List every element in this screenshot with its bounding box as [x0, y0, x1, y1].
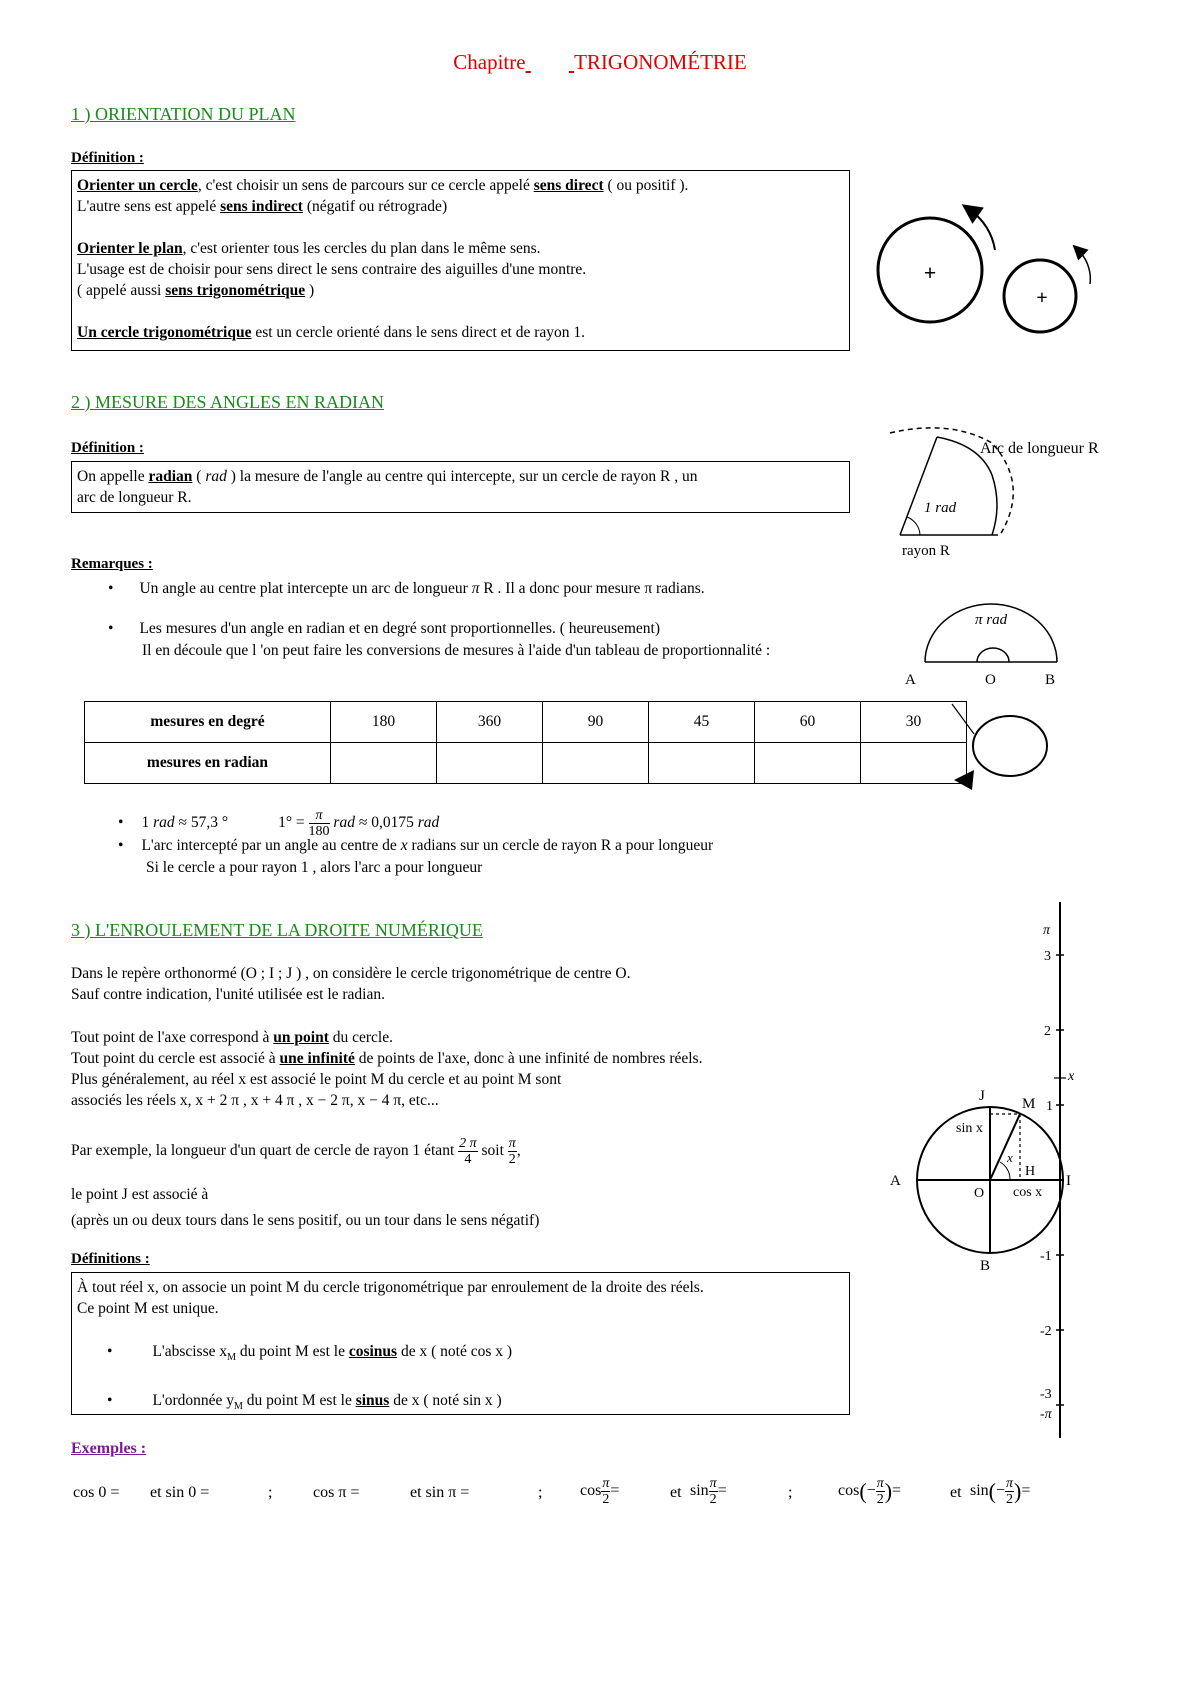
example-sep-3: ; — [788, 1484, 793, 1501]
section-1-heading: 1 ) ORIENTATION DU PLAN — [71, 104, 296, 124]
s3-paragraph-6: associés les réels x, x + 2 π , x + 4 π , x − 2 π, x − 4 π, etc... — [71, 1092, 439, 1109]
s3-paragraph-7: Par exemple, la longueur d'un quart de cercle de rayon 1 étant $\frac{2 \pi}{4}$ soit $\frac{\pi}{2}$ , — [71, 1136, 521, 1167]
definition-label-2: Définition : — [71, 440, 144, 456]
example-sinpi: et sin π = — [410, 1484, 470, 1501]
s3-paragraph-8: le point J est associé à — [71, 1186, 209, 1203]
s3-paragraph-5: Plus généralement, au réel x est associé le point M du cercle et au point M sont — [71, 1071, 562, 1088]
point-m-label: M — [1022, 1096, 1036, 1112]
example-sep-1: ; — [268, 1484, 273, 1501]
one-rad-label: 1 rad — [924, 500, 957, 516]
table-cell: 60 — [755, 702, 861, 743]
def3-line-3: • L'abscisse $x_M$ du point M est le cosinus de x ( noté cos x ) — [107, 1343, 513, 1364]
examples-label: Exemples : — [71, 1440, 147, 1457]
table-row-degrees — [85, 702, 967, 743]
point-o-label: O — [985, 672, 996, 688]
table-cell: 45 — [649, 702, 755, 743]
conversion-table — [84, 701, 967, 784]
plus-sign-small: + — [1036, 287, 1048, 309]
proportion-arrow-figure — [950, 700, 1060, 790]
point-b-label: B — [1045, 672, 1056, 688]
axis-label-m3: -3 — [1040, 1387, 1052, 1402]
def1-line-2: L'autre sens est appelé sens indirect (négatif ou rétrograde) — [77, 198, 448, 215]
s3-paragraph-9: (après un ou deux tours dans le sens positif, ou un tour dans le sens négatif) — [71, 1212, 540, 1229]
sin-x-label: sin x — [956, 1121, 983, 1136]
table-cell-empty — [437, 743, 543, 784]
point-j-label: J — [979, 1088, 985, 1104]
remark-1: • Un angle au centre plat intercepte un arc de longueur π R . Il a donc pour mesure π radians. — [108, 580, 705, 597]
s3-paragraph-2: Sauf contre indication, l'unité utilisée est le radian. — [71, 986, 385, 1003]
point-a-label: A — [905, 672, 916, 688]
pi-rad-label: π rad — [975, 612, 1008, 628]
def1-line-5: ( appelé aussi sens trigonométrique ) — [77, 282, 315, 299]
definition-box-2 — [71, 461, 850, 513]
arrowhead-icon — [954, 770, 974, 790]
table-cell: 180 — [331, 702, 437, 743]
radius-om — [990, 1114, 1020, 1180]
example-sin-minus-pi-over-2: sin(− $\frac{\pi}{2}$ )= — [970, 1476, 1031, 1507]
table-cell-empty — [543, 743, 649, 784]
table-row-radians — [85, 743, 967, 784]
definitions-label: Définitions : — [71, 1251, 150, 1267]
axis-label-2: 2 — [1044, 1024, 1051, 1039]
title-subject: TRIGONOMÉTRIE — [574, 50, 747, 74]
table-cell-empty — [331, 743, 437, 784]
conversion-line: • 1 rad ≈ 57,3 ° 1° = $\frac{\pi}{180}$ rad ≈ 0,0175 rad — [118, 808, 440, 839]
page-title — [0, 50, 1200, 75]
remark-2b: Il en découle que l 'on peut faire les conversions de mesures à l'aide d'un tableau de proportionnalité : — [142, 642, 771, 659]
radian-figure — [880, 425, 1140, 575]
point-i-label: I — [1066, 1173, 1071, 1189]
radius-label: rayon R — [902, 543, 950, 559]
example-cos-pi-over-2: cos $\frac{\pi}{2}$ = — [580, 1476, 620, 1507]
def1-line-1: Orienter un cercle, c'est choisir un sens de parcours sur ce cercle appelé sens direct ( ou positif ). — [77, 177, 689, 194]
section-3-heading: 3 ) L'ENROULEMENT DE LA DROITE NUMÉRIQUE — [71, 920, 483, 940]
example-cos-minus-pi-over-2: cos(− $\frac{\pi}{2}$ )= — [838, 1476, 902, 1507]
axis-label-m1: -1 — [1040, 1249, 1052, 1264]
def2-line-2: arc de longueur R. — [77, 489, 192, 506]
table-cell: 360 — [437, 702, 543, 743]
axis-label-1: 1 — [1046, 1099, 1053, 1114]
section-2-heading: 2 ) MESURE DES ANGLES EN RADIAN — [71, 392, 385, 412]
def1-line-6: Un cercle trigonométrique est un cercle orienté dans le sens direct et de rayon 1. — [77, 324, 586, 341]
table-cell: 30 — [861, 702, 967, 743]
point-a-circle-label: A — [890, 1173, 901, 1189]
table-header-radian: mesures en radian — [85, 743, 331, 784]
plus-sign-large: + — [923, 260, 937, 285]
table-cell-empty — [649, 743, 755, 784]
point-b-circle-label: B — [980, 1258, 991, 1274]
semicircle-figure — [895, 600, 1085, 690]
axis-label-x: x — [1068, 1069, 1075, 1084]
axis-label-3: 3 — [1044, 949, 1051, 964]
def3-line-2: Ce point M est unique. — [77, 1300, 219, 1317]
axis-label-pi: π — [1043, 923, 1051, 938]
def1-line-4: L'usage est de choisir pour sens direct le sens contraire des aiguilles d'une montre. — [77, 261, 587, 278]
def3-line-1: À tout réel x, on associe un point M du cercle trigonométrique par enroulement de la droite des réels. — [77, 1279, 704, 1296]
s3-paragraph-3: Tout point de l'axe correspond à un point du cercle. — [71, 1029, 393, 1046]
example-et-1: et — [670, 1484, 682, 1501]
def3-line-4: • L'ordonnée $y_M$ du point M est le sinus de x ( noté sin x ) — [107, 1392, 502, 1413]
trig-circle-figure — [880, 900, 1100, 1440]
example-cospi: cos π = — [313, 1484, 360, 1501]
s3-paragraph-1: Dans le repère orthonormé (O ; I ; J ) , on considère le cercle trigonométrique de centre O. — [71, 965, 631, 982]
arc-length-line-2: Si le cercle a pour rayon 1 , alors l'arc a pour longueur — [146, 859, 483, 876]
arc-length-line: • L'arc intercepté par un angle au centre de x radians sur un cercle de rayon R a pour longueur — [118, 837, 714, 854]
remarks-label: Remarques : — [71, 556, 153, 572]
def1-line-3: Orienter le plan, c'est orienter tous les cercles du plan dans le même sens. — [77, 240, 541, 257]
example-sin-pi-over-2: sin $\frac{\pi}{2}$ = — [690, 1476, 727, 1507]
example-cos0: cos 0 = — [73, 1484, 120, 1501]
cos-x-label: cos x — [1013, 1185, 1043, 1200]
table-cell-empty — [755, 743, 861, 784]
definition-label-1: Définition : — [71, 150, 144, 166]
example-sep-2: ; — [538, 1484, 543, 1501]
rotation-arrow-small-icon — [1078, 250, 1090, 284]
title-chapitre: Chapitre — [453, 50, 526, 74]
s3-paragraph-4: Tout point du cercle est associé à une infinité de points de l'axe, donc à une infinité de nombres réels. — [71, 1050, 703, 1067]
table-cell: 90 — [543, 702, 649, 743]
example-sin0: et sin 0 = — [150, 1484, 210, 1501]
oval-icon — [973, 716, 1047, 776]
definition-box-1 — [71, 170, 850, 351]
radius-line-2 — [900, 437, 937, 535]
def2-line-1: On appelle radian ( rad ) la mesure de l'angle au centre qui intercepte, sur un cercle de rayon R , un — [77, 468, 698, 485]
point-h-label: H — [1025, 1164, 1036, 1179]
arc-length-label: Arc de longueur R — [980, 440, 1099, 457]
table-header-degree: mesures en degré — [85, 702, 331, 743]
axis-label-mpi: -π — [1040, 1407, 1052, 1422]
example-et-2: et — [950, 1484, 962, 1501]
remark-2: • Les mesures d'un angle en radian et en degré sont proportionnelles. ( heureusement) — [108, 620, 661, 637]
axis-label-m2: -2 — [1040, 1324, 1052, 1339]
definition-box-3 — [71, 1272, 850, 1415]
angle-x-label: x — [1007, 1150, 1013, 1165]
oriented-circles-figure — [870, 190, 1130, 350]
point-o-circle-label: O — [974, 1186, 985, 1201]
